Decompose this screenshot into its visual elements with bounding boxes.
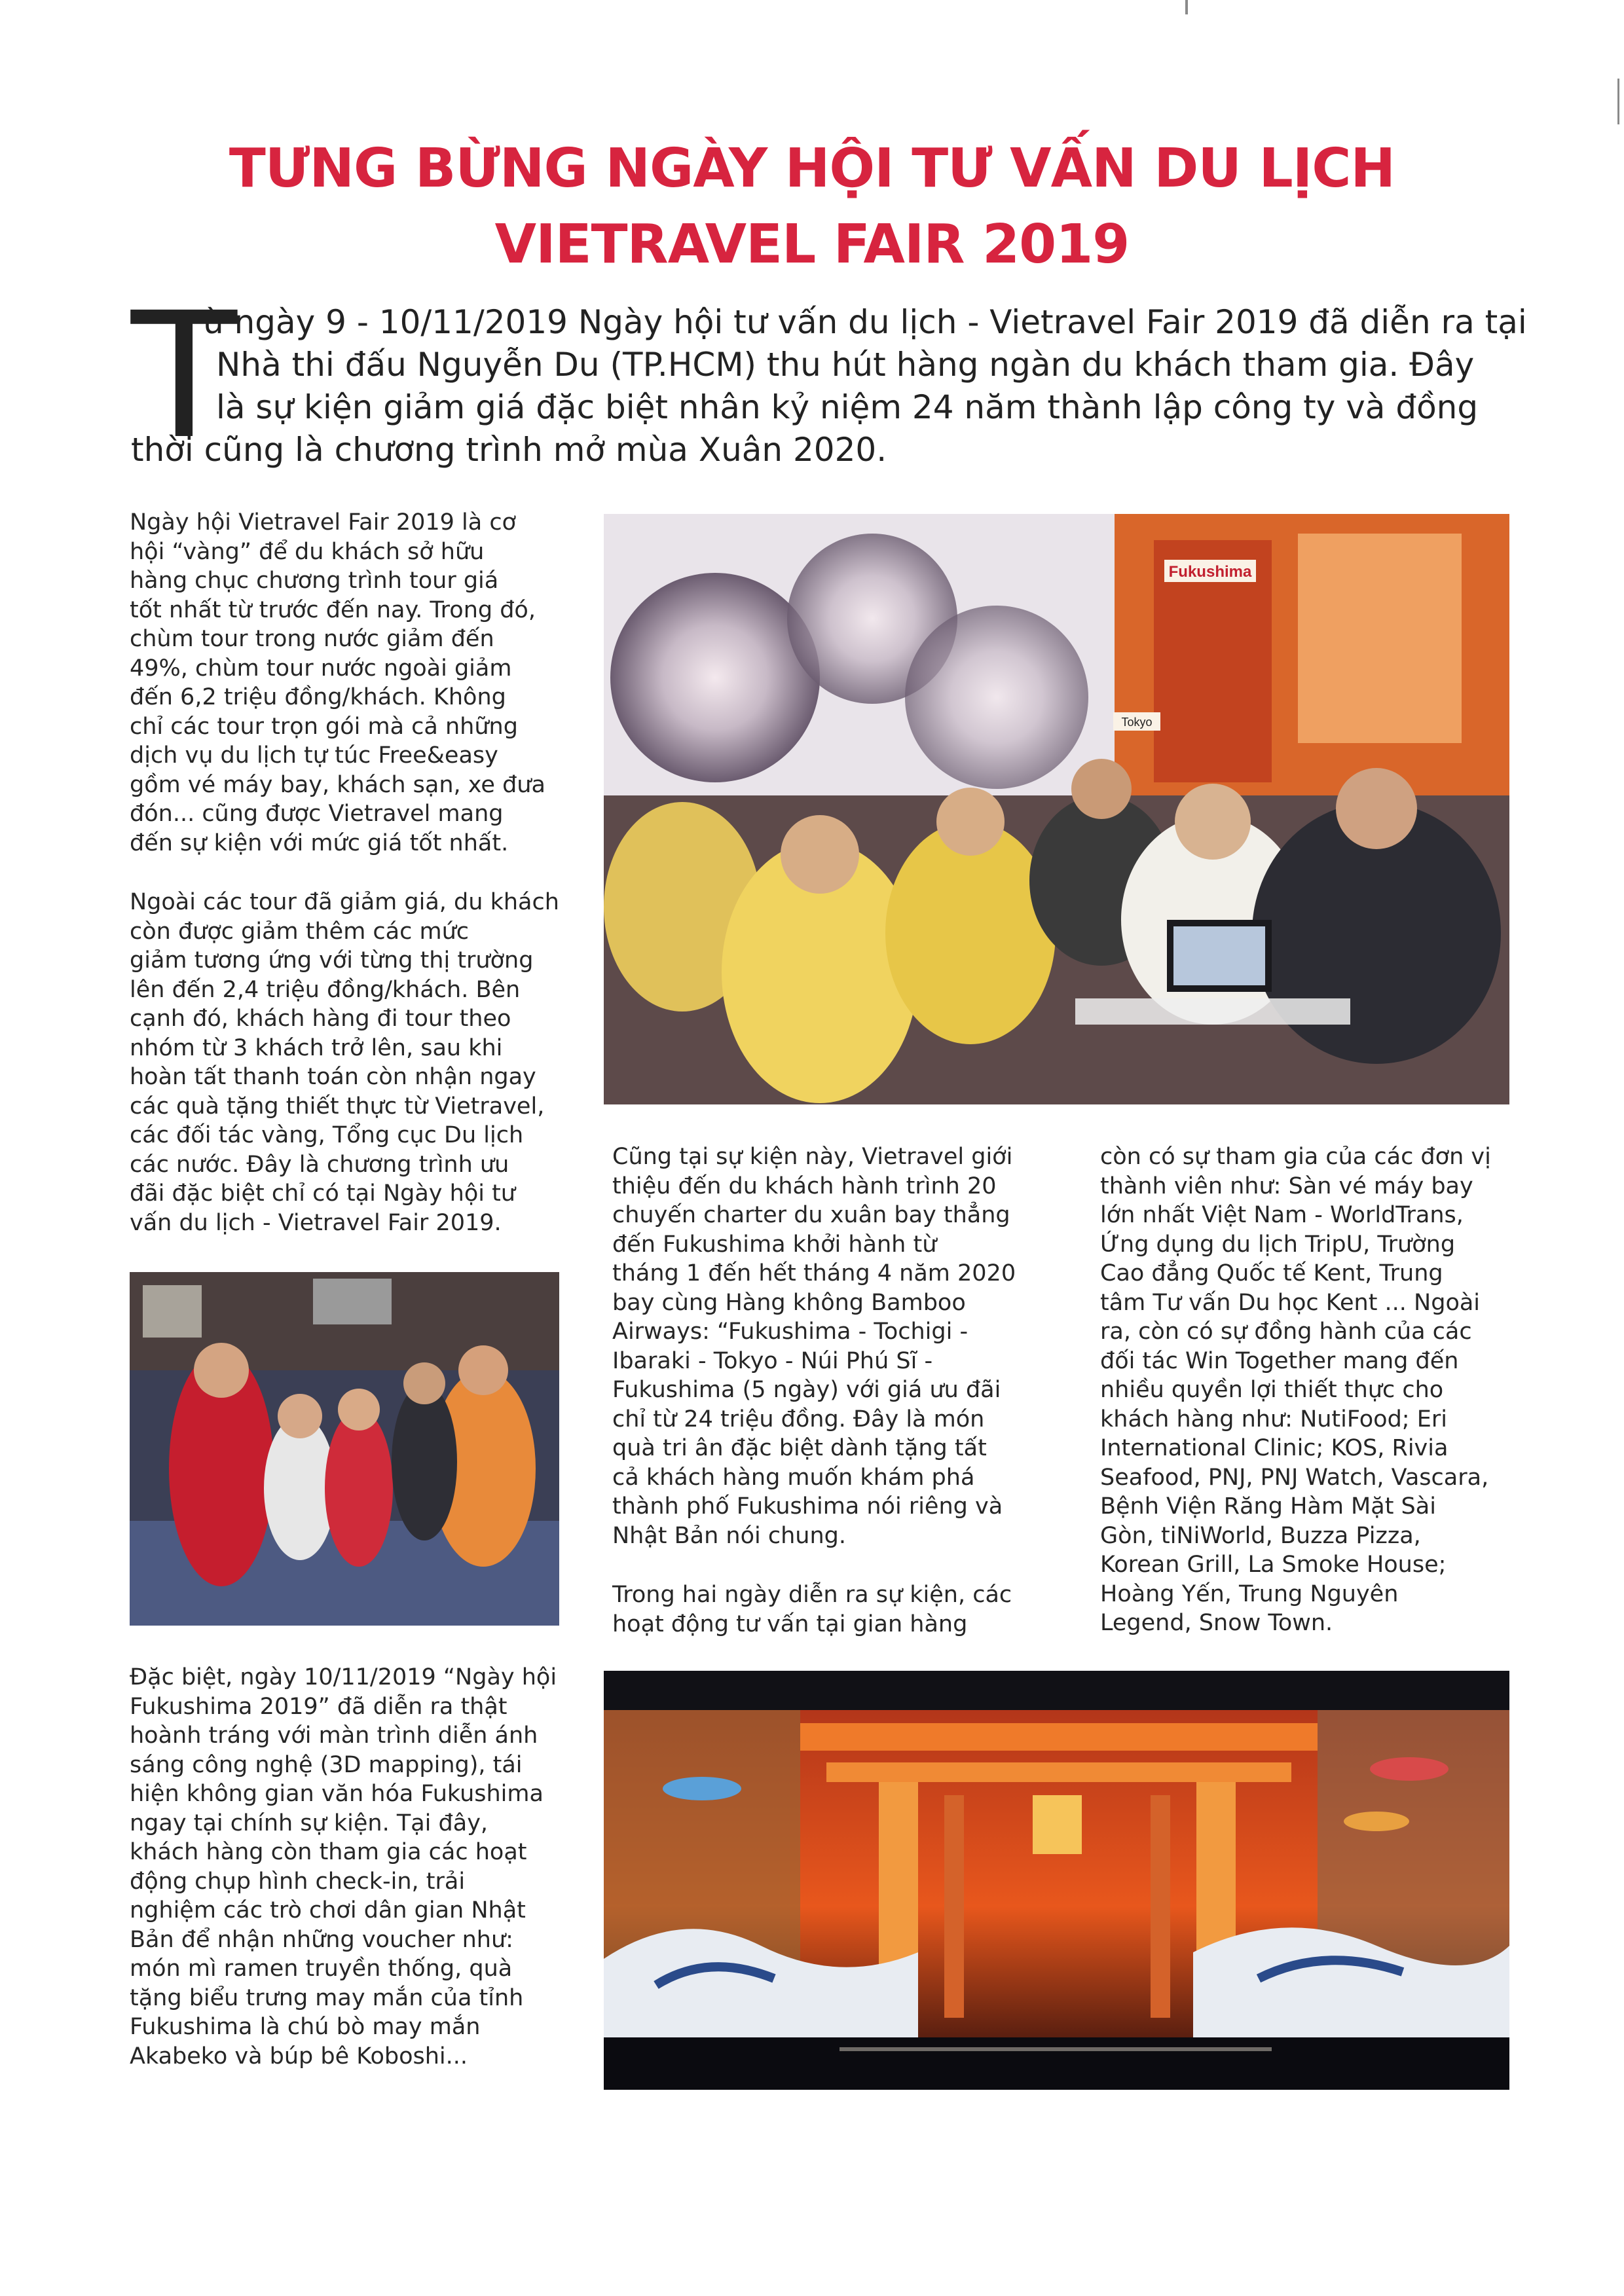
text-line: chùm tour trong nước giảm đến	[130, 626, 494, 652]
text-line: Nhật Bản nói chung.	[612, 1522, 847, 1549]
text-line: Cũng tại sự kiện này, Vietravel giới	[612, 1144, 1013, 1170]
text-line: đến 6,2 triệu đồng/khách. Không	[130, 684, 506, 710]
text-line: dịch vụ du lịch tự túc Free&easy	[130, 742, 498, 769]
text-line: ra, còn có sự đồng hành của các	[1100, 1319, 1472, 1345]
text-line: lớn nhất Việt Nam - WorldTrans,	[1100, 1202, 1464, 1228]
text-line: tốt nhất từ trước đến nay. Trong đó,	[130, 596, 536, 623]
text-line: Fukushima (5 ngày) với giá ưu đãi	[612, 1377, 1001, 1403]
lead-line: thời cũng là chương trình mở mùa Xuân 2020.	[131, 431, 887, 469]
column-right	[1100, 1142, 1559, 1638]
text-line: Ngày hội Vietravel Fair 2019 là cơ	[130, 509, 516, 536]
text-line: Akabeko và búp bê Koboshi...	[130, 2043, 468, 2069]
text-line: Trong hai ngày diễn ra sự kiện, các	[612, 1582, 1012, 1608]
title-line-1: TƯNG BỪNG NGÀY HỘI TƯ VẤN DU LỊCH	[229, 137, 1395, 200]
text-line: quà tri ân đặc biệt dành tặng tất	[612, 1435, 987, 1461]
text-line: Fukushima 2019” đã diễn ra thật	[130, 1693, 507, 1720]
text-line: nhóm từ 3 khách trở lên, sau khi	[130, 1034, 503, 1061]
text-line: tâm Tư vấn Du học Kent ... Ngoài	[1100, 1289, 1481, 1316]
text-line: Fukushima là chú bò may mắn	[130, 2014, 481, 2040]
text-line: động chụp hình check-in, trải	[130, 1868, 466, 1895]
scan-mark-right	[1617, 79, 1619, 124]
photo-staff-greeting	[130, 1272, 559, 1626]
text-line: Đặc biệt, ngày 10/11/2019 “Ngày hội	[130, 1664, 557, 1690]
text-line: hội “vàng” để du khách sở hữu	[130, 538, 485, 565]
column-middle	[612, 1142, 1071, 1639]
text-line: sáng công nghệ (3D mapping), tái	[130, 1751, 523, 1778]
column-left-bottom	[130, 1663, 575, 2071]
text-line: vấn du lịch - Vietravel Fair 2019.	[130, 1209, 502, 1236]
column-left-top	[130, 508, 562, 1237]
text-line: cạnh đó, khách hàng đi tour theo	[130, 1006, 511, 1032]
text-line: Airways: “Fukushima - Tochigi -	[612, 1319, 969, 1345]
text-line: Cao đẳng Quốc tế Kent, Trung	[1100, 1260, 1443, 1286]
text-line: nghiệm các trò chơi dân gian Nhật	[130, 1897, 526, 1923]
text-line: còn được giảm thêm các mức	[130, 918, 469, 945]
booth-sign-fukushima: Fukushima	[1168, 563, 1252, 581]
text-line: đến Fukushima khởi hành từ	[612, 1231, 937, 1258]
text-line: thiệu đến du khách hành trình 20	[612, 1173, 997, 1199]
booth-sign-tokyo: Tokyo	[1121, 716, 1153, 729]
text-line: chỉ các tour trọn gói mà cả những	[130, 713, 518, 740]
text-line: Hoàng Yến, Trung Nguyên	[1100, 1580, 1399, 1607]
text-line: thành viên như: Sàn vé máy bay	[1100, 1173, 1473, 1199]
text-line: Ngoài các tour đã giảm giá, du khách	[130, 889, 559, 915]
text-line: chỉ từ 24 triệu đồng. Đây là món	[612, 1406, 985, 1432]
text-line: hiện không gian văn hóa Fukushima	[130, 1781, 544, 1807]
text-line: các đối tác vàng, Tổng cục Du lịch	[130, 1122, 524, 1148]
lead-paragraph	[131, 301, 1527, 471]
drop-cap: T	[131, 276, 237, 477]
text-line: Bệnh Viện Răng Hàm Mặt Sài	[1100, 1493, 1436, 1520]
scan-mark-top	[1185, 0, 1188, 14]
text-line: Gòn, tiNiWorld, Buzza Pizza,	[1100, 1522, 1421, 1549]
article-title	[0, 131, 1624, 283]
photo-3d-mapping-torii	[604, 1671, 1509, 2090]
text-line: đối tác Win Together mang đến	[1100, 1347, 1459, 1374]
photo-booth-crowd	[604, 514, 1509, 1104]
text-line: đãi đặc biệt chỉ có tại Ngày hội tư	[130, 1180, 515, 1207]
text-line: Ứng dụng du lịch TripU, Trường	[1100, 1231, 1456, 1258]
text-line: nhiều quyền lợi thiết thực cho	[1100, 1377, 1444, 1403]
text-line: Legend, Snow Town.	[1100, 1610, 1333, 1636]
text-line: còn có sự tham gia của các đơn vị	[1100, 1144, 1491, 1170]
text-line: giảm tương ứng với từng thị trường	[130, 947, 534, 974]
text-line: khách hàng còn tham gia các hoạt	[130, 1839, 527, 1865]
text-line: ngay tại chính sự kiện. Tại đây,	[130, 1810, 489, 1836]
text-line: Ibaraki - Tokyo - Núi Phú Sĩ -	[612, 1347, 933, 1374]
text-line: gồm vé máy bay, khách sạn, xe đưa	[130, 771, 545, 798]
text-line: hàng chục chương trình tour giá	[130, 568, 499, 594]
text-line: món mì ramen truyền thống, quà	[130, 1956, 513, 1982]
text-line: bay cùng Hàng không Bamboo	[612, 1289, 966, 1316]
title-line-2: VIETRAVEL FAIR 2019	[494, 213, 1130, 276]
text-line: tặng biểu trưng may mắn của tỉnh	[130, 1984, 524, 2011]
text-line: các nước. Đây là chương trình ưu	[130, 1151, 509, 1178]
text-line: lên đến 2,4 triệu đồng/khách. Bên	[130, 976, 521, 1003]
text-line: Bản để nhận những voucher như:	[130, 1926, 513, 1953]
text-line: cả khách hàng muốn khám phá	[612, 1464, 975, 1491]
lead-line: là sự kiện giảm giá đặc biệt nhân kỷ niệm 24 năm thành lập công ty và đồng	[216, 388, 1479, 426]
text-line: đến sự kiện với mức giá tốt nhất.	[130, 829, 509, 856]
text-line: hoành tráng với màn trình diễn ánh	[130, 1722, 538, 1749]
text-line: International Clinic; KOS, Rivia	[1100, 1435, 1449, 1461]
lead-line: ừ ngày 9 - 10/11/2019 Ngày hội tư vấn du lịch - Vietravel Fair 2019 đã diễn ra tại	[203, 303, 1527, 341]
lead-line: Nhà thi đấu Nguyễn Du (TP.HCM) thu hút hàng ngàn du khách tham gia. Đây	[216, 346, 1475, 384]
text-line: tháng 1 đến hết tháng 4 năm 2020	[612, 1260, 1016, 1286]
text-line: chuyến charter du xuân bay thẳng	[612, 1202, 1010, 1228]
text-line: đón... cũng được Vietravel mang	[130, 801, 504, 827]
text-line: các quà tặng thiết thực từ Vietravel,	[130, 1093, 545, 1120]
text-line: Korean Grill, La Smoke House;	[1100, 1552, 1447, 1578]
text-line: hoàn tất thanh toán còn nhận ngay	[130, 1064, 536, 1090]
text-line: thành phố Fukushima nói riêng và	[612, 1493, 1003, 1520]
text-line: khách hàng như: NutiFood; Eri	[1100, 1406, 1447, 1432]
text-line: 49%, chùm tour nước ngoài giảm	[130, 655, 512, 682]
text-line: hoạt động tư vấn tại gian hàng	[612, 1611, 968, 1637]
text-line: Seafood, PNJ, PNJ Watch, Vascara,	[1100, 1464, 1489, 1491]
